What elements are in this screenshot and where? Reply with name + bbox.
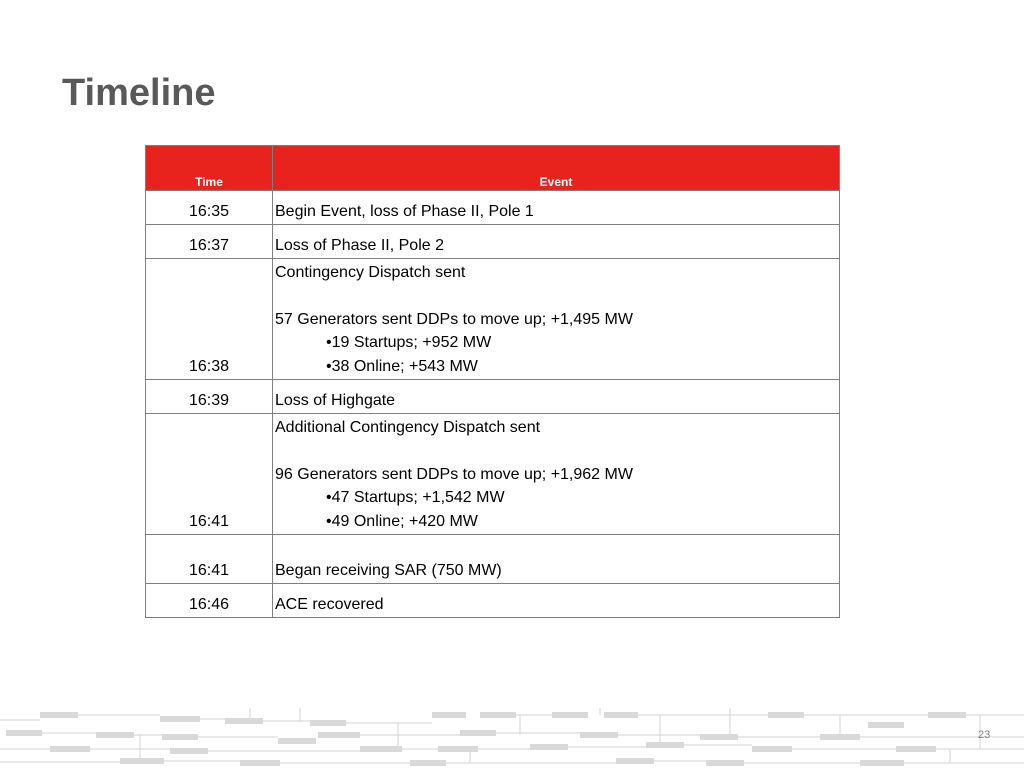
circuit-pattern-footer: [0, 708, 1024, 768]
event-line: Begin Event, loss of Phase II, Pole 1: [275, 202, 534, 220]
slide-title: Timeline: [62, 72, 216, 114]
event-cell: [273, 191, 840, 225]
event-blank-line: [275, 439, 837, 463]
table-row: [146, 380, 840, 414]
page-number: 23: [978, 729, 991, 741]
event-cell: [273, 584, 840, 618]
event-line: Contingency Dispatch sent: [275, 263, 466, 281]
time-cell: 16:35: [146, 191, 273, 225]
table-row: [146, 414, 840, 535]
table-row: [146, 584, 840, 618]
event-line: Additional Contingency Dispatch sent: [275, 418, 541, 436]
table-row: [146, 191, 840, 225]
event-column-header: Event: [273, 146, 840, 191]
event-cell: [273, 380, 840, 414]
event-line: Loss of Highgate: [275, 391, 396, 409]
event-bullet: •19 Startups; +952 MW: [326, 334, 492, 351]
table-row: [146, 259, 840, 380]
event-line: 96 Generators sent DDPs to move up; +1,962 MW: [275, 465, 633, 483]
event-line: ACE recovered: [275, 595, 384, 613]
time-cell: 16:37: [146, 225, 273, 259]
time-cell: 16:39: [146, 380, 273, 414]
table-row: [146, 225, 840, 259]
event-line: Loss of Phase II, Pole 2: [275, 236, 444, 254]
event-blank-line: [275, 284, 837, 308]
time-cell: 16:41: [146, 535, 273, 584]
timeline-table: [145, 145, 840, 618]
event-bullet: •49 Online; +420 MW: [326, 512, 478, 530]
time-cell: 16:38: [146, 259, 273, 380]
table-row: [146, 535, 840, 584]
event-cell: [273, 535, 840, 584]
event-line: 57 Generators sent DDPs to move up; +1,495 MW: [275, 310, 633, 328]
event-line: Began receiving SAR (750 MW): [275, 561, 502, 579]
event-cell: [273, 225, 840, 259]
time-column-header: Time: [146, 146, 273, 191]
event-bullet: •38 Online; +543 MW: [326, 357, 478, 375]
time-cell: 16:46: [146, 584, 273, 618]
event-bullet: •47 Startups; +1,542 MW: [326, 489, 505, 506]
time-cell: 16:41: [146, 414, 273, 535]
event-cell: [273, 414, 840, 535]
table-header-row: [146, 146, 840, 191]
event-cell: [273, 259, 840, 380]
